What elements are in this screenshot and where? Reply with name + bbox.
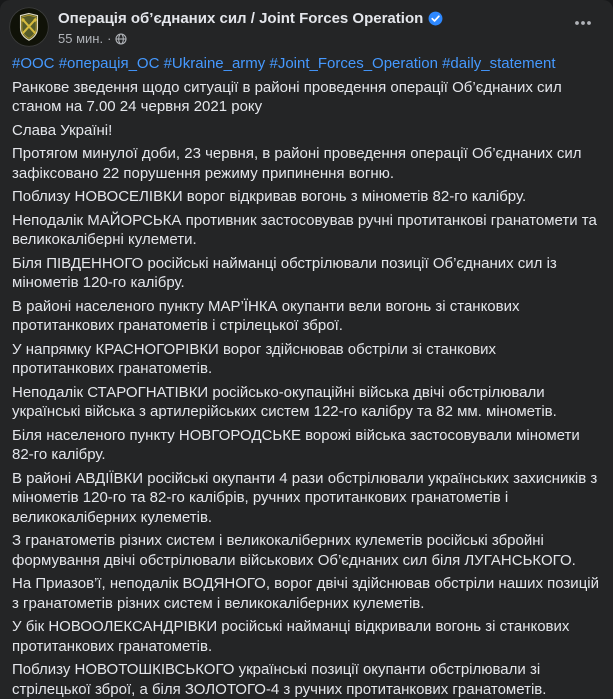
jfo-shield-emblem-icon <box>9 7 49 47</box>
post-text <box>0 47 613 699</box>
post-paragraph: Неподалік СТАРОГНАТІВКИ російсько-окупаційні війська двічі обстрілювали українські війська з артилерійських систем 122-го калібру та 82 мм. мінометів. <box>12 383 601 422</box>
hashtag-link[interactable]: #Ukraine_army <box>164 55 266 72</box>
post-paragraph: У напрямку КРАСНОГОРІВКИ ворог здійснював обстріли зі станкових протитанкових гранатометів. <box>12 340 601 379</box>
post-paragraph: З гранатометів різних систем і великокаліберних кулеметів російські збройні формування двічі обстрілювали військових Об’єднаних сил біля ЛУГАНСЬКОГО. <box>12 531 601 570</box>
post-meta-row <box>58 31 597 46</box>
post-paragraph: Неподалік МАЙОРСЬКА противник застосовував ручні протитанкові гранатомети та великокаліберні кулемети. <box>12 211 601 250</box>
hashtag-row <box>12 54 601 74</box>
page-name-row <box>58 9 597 28</box>
hashtag-link[interactable]: #daily_statement <box>442 55 555 72</box>
post-paragraph: Слава Україні! <box>12 121 601 141</box>
post-body <box>12 78 601 699</box>
post-paragraph: Протягом минулої доби, 23 червня, в районі проведення операції Об’єднаних сил зафіксовано 22 порушення режиму припинення вогню. <box>12 144 601 183</box>
post-paragraph: В районі населеного пункту МАР’ЇНКА окупанти вели вогонь зі станкових протитанкових гранатометів і стрілецької зброї. <box>12 297 601 336</box>
meta-separator: · <box>107 31 111 46</box>
post-paragraph: В районі АВДІЇВКИ російські окупанти 4 рази обстрілювали українських захисників з мінометів 120-го та 82-го калібрів, ручних протитанкових гранатометів і великокаліберних кулеметів. <box>12 469 601 528</box>
post-paragraph: У бік НОВООЛЕКСАНДРІВКИ російські найманці відкривали вогонь зі станкових протитанкових гранатометів. <box>12 617 601 656</box>
ellipsis-icon <box>572 12 594 34</box>
hashtag-link[interactable]: #ООС <box>12 55 55 72</box>
post-paragraph: Ранкове зведення щодо ситуації в районі проведення операції Об’єднаних сил станом на 7.00 24 червня 2021 року <box>12 78 601 117</box>
page-name-link[interactable]: Операція об’єднаних сил / Joint Forces Operation <box>58 9 423 28</box>
post-paragraph: Біля населеного пункту НОВГОРОДСЬКЕ ворожі війська застосовували міномети 82-го калібру. <box>12 426 601 465</box>
post-paragraph: Поблизу НОВОСЕЛІВКИ ворог відкривав вогонь з мінометів 82-го калібру. <box>12 187 601 207</box>
post-paragraph: Біля ПІВДЕННОГО російські найманці обстрілювали позиції Об’єднаних сил із мінометів 120-го калібру. <box>12 254 601 293</box>
hashtag-link[interactable]: #операція_ОС <box>59 55 160 72</box>
globe-icon <box>115 33 127 45</box>
post-paragraph: Поблизу НОВОТОШКІВСЬКОГО українські позиції окупанти обстрілювали зі стрілецької зброї, а біля ЗОЛОТОГО-4 з ручних протитанкових гранатометів. <box>12 660 601 699</box>
hashtag-link[interactable]: #Joint_Forces_Operation <box>269 55 437 72</box>
post-options-button[interactable] <box>567 11 599 35</box>
post-timestamp[interactable]: 55 мин. <box>58 31 103 46</box>
post-paragraph: На Приазов’ї, неподалік ВОДЯНОГО, ворог двічі здійснював обстріли наших позицій з гранатометів різних систем і великокаліберних кулеметів. <box>12 574 601 613</box>
header-text-block <box>58 7 597 46</box>
page-avatar[interactable] <box>9 7 49 47</box>
post-header <box>0 0 613 47</box>
verified-badge-icon <box>428 11 443 26</box>
